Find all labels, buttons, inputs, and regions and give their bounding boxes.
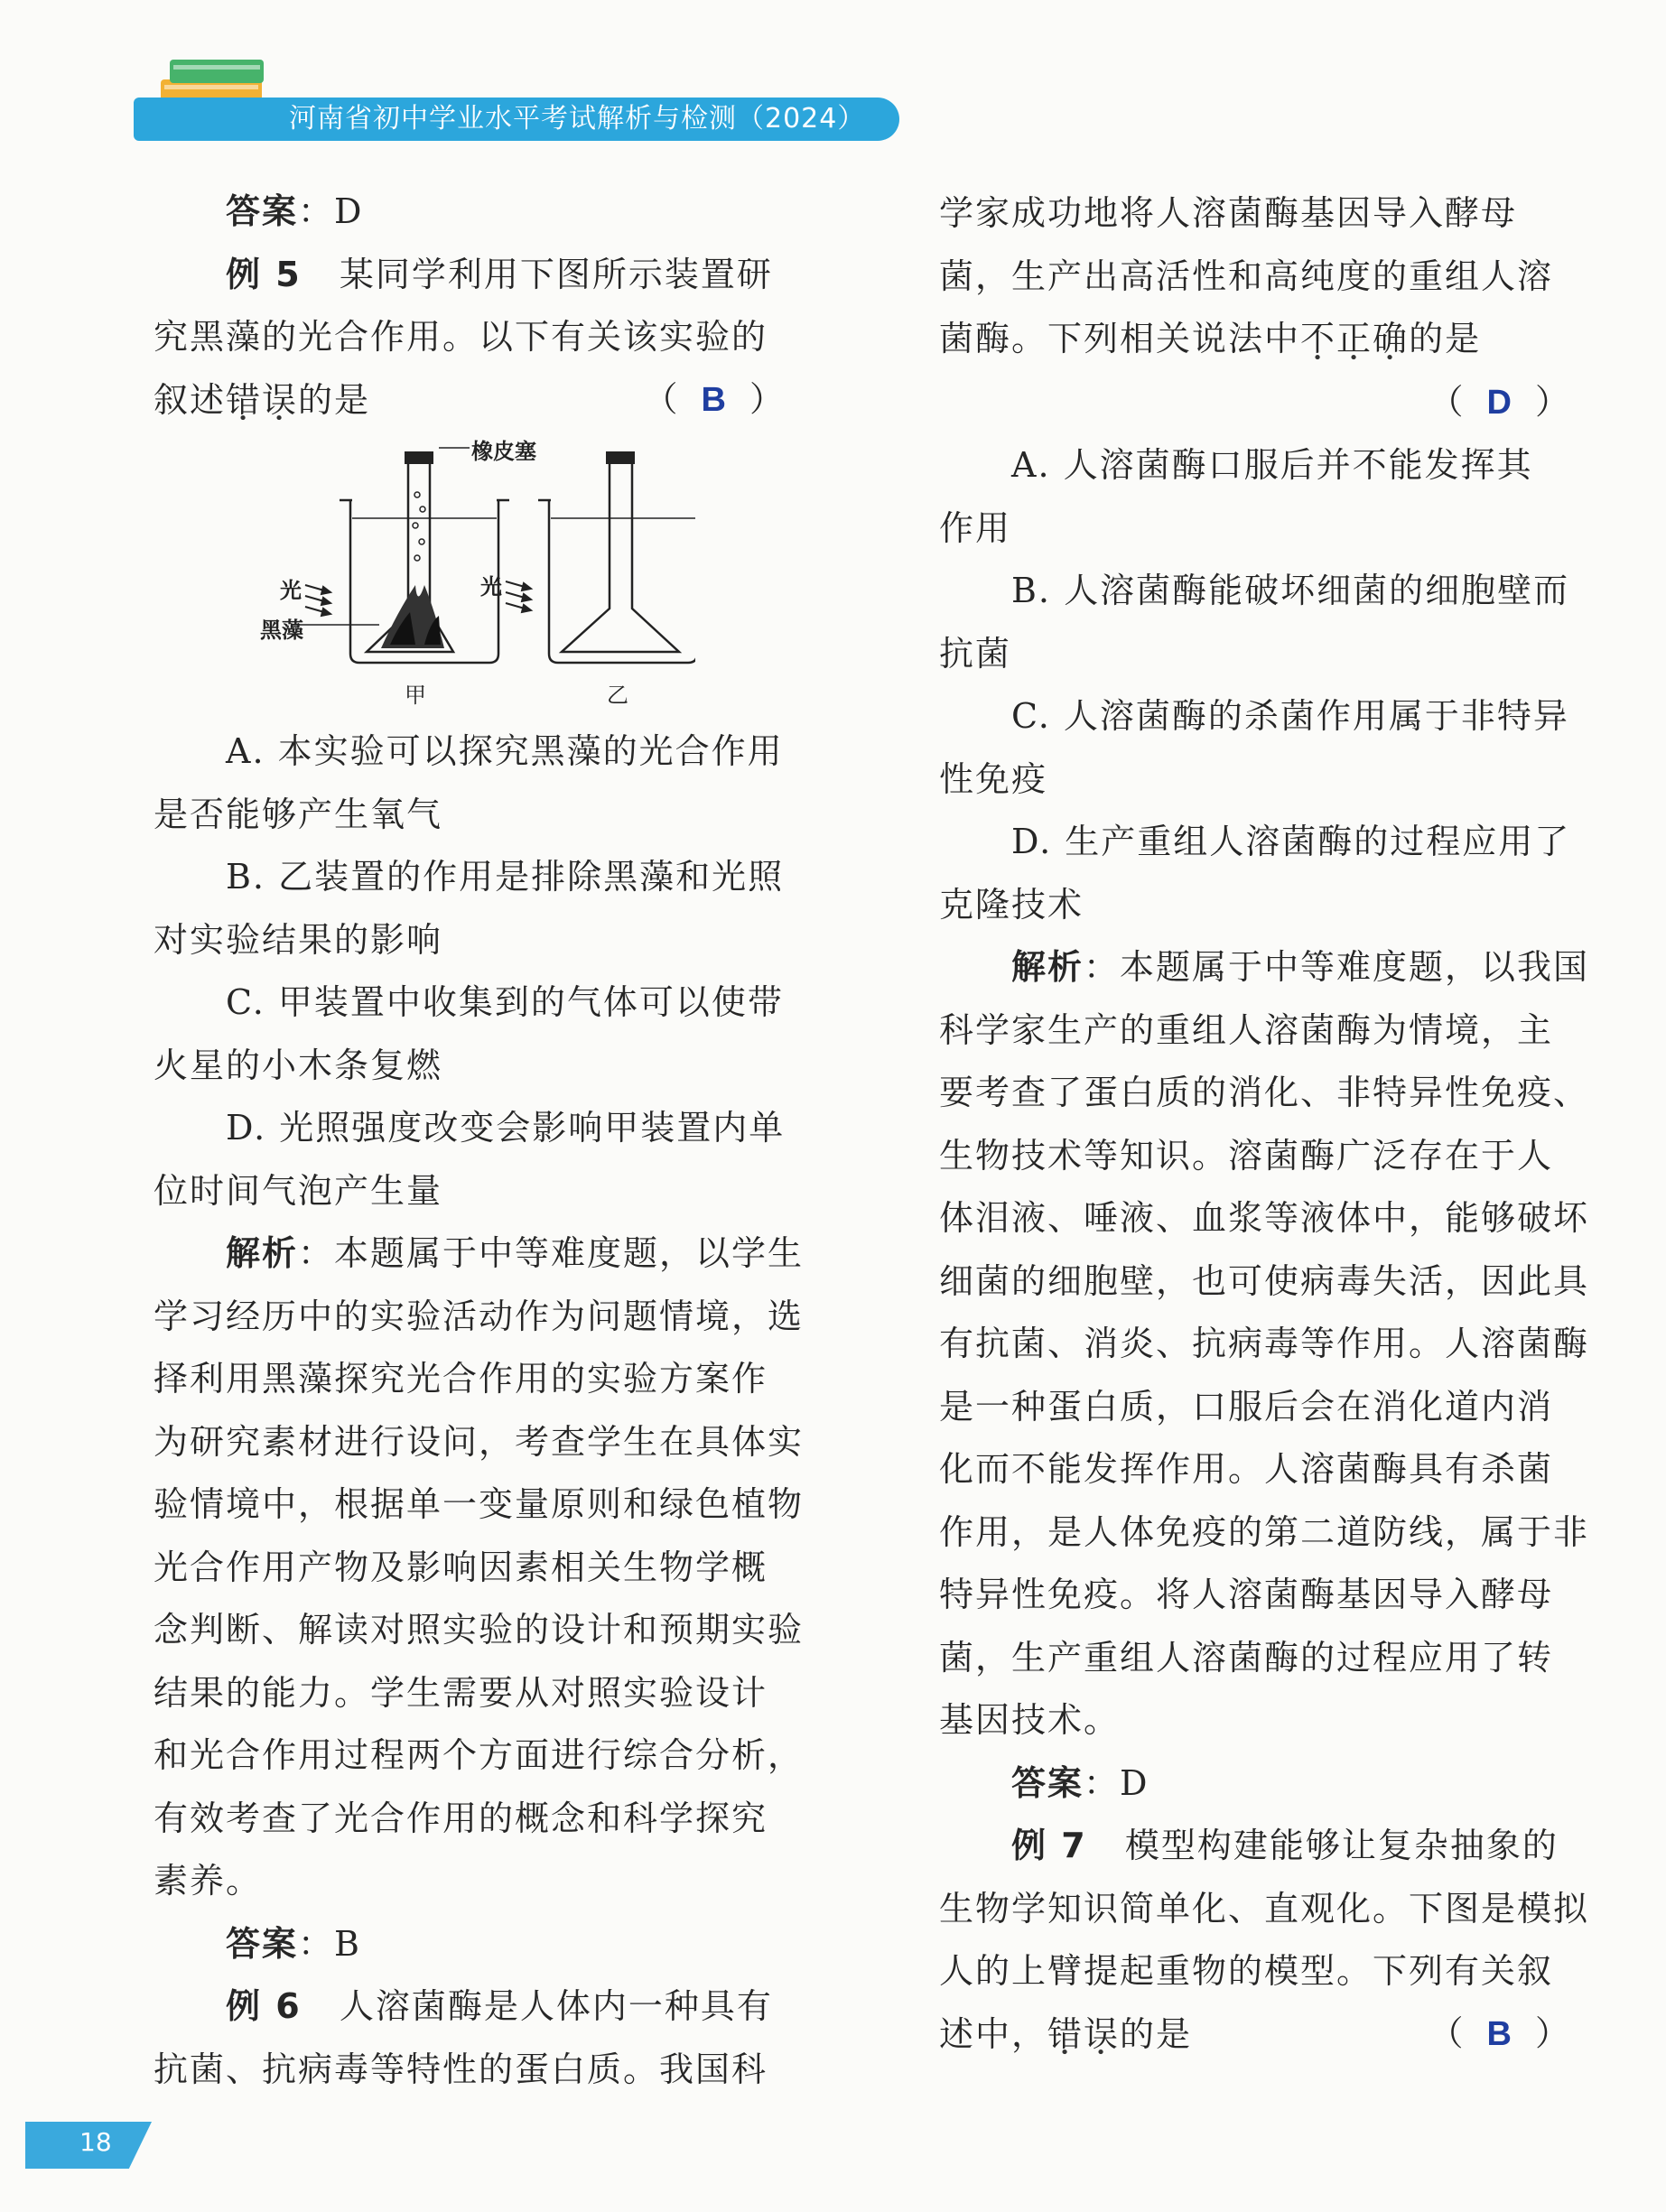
analysis-line: 和光合作用过程两个方面进行综合分析， — [154, 1735, 805, 1775]
example-6-question: 菌酶。下列相关说法中不正确的是 — [939, 319, 1482, 358]
light-label: 光 — [480, 574, 502, 599]
left-column — [154, 181, 805, 2101]
answer-letter: B — [701, 380, 728, 419]
analysis-line: 作用，是人体免疫的第二道防线，属于非 — [939, 1511, 1590, 1552]
analysis-line: 学习经历中的实验活动作为问题情境，选 — [154, 1296, 805, 1336]
option-c-cont: 性免疫 — [939, 758, 1048, 799]
analysis-heading: 解析：本题属于中等难度题，以学生 — [226, 1233, 805, 1273]
example-5-question: 叙述错误的是 （ B ） — [154, 369, 786, 432]
analysis-line: 有效考查了光合作用的概念和科学探究 — [154, 1798, 768, 1838]
analysis-line: 有抗菌、消炎、抗病毒等作用。人溶菌酶 — [939, 1324, 1590, 1363]
answer-6: 答案：D — [1011, 1762, 1149, 1803]
example-label: 例 6 — [226, 1986, 302, 2026]
option-d: D. 光照强度改变会影响甲装置内单 — [226, 1108, 786, 1148]
option-d-cont: 克隆技术 — [939, 884, 1084, 925]
example-5-line: 究黑藻的光合作用。以下有关该实验的 — [154, 317, 768, 357]
option-d: D. 生产重组人溶菌酶的过程应用了 — [1011, 822, 1571, 861]
analysis-line: 素养。 — [154, 1861, 263, 1901]
analysis-line: 为研究素材进行设问，考查学生在具体实 — [154, 1421, 805, 1462]
option-b: B. 乙装置的作用是排除黑藻和光照 — [226, 857, 785, 897]
option-c: C. 人溶菌酶的杀菌作用属于非特异 — [1011, 696, 1569, 736]
answer-bracket: （ B ） — [643, 380, 786, 419]
header-title: 河南省初中学业水平考试解析与检测（2024） — [289, 103, 866, 135]
option-a: A. 人溶菌酶口服后并不能发挥其 — [1011, 445, 1533, 485]
light-label: 光 — [280, 578, 302, 603]
example-label: 例 7 — [1011, 1826, 1087, 1865]
option-a: A. 本实验可以探究黑藻的光合作用 — [226, 731, 784, 771]
analysis-line: 念判断、解读对照实验的设计和预期实验 — [154, 1610, 805, 1650]
analysis-line: 生物技术等知识。溶菌酶广泛存在于人 — [939, 1135, 1554, 1176]
caption-yi: 乙 — [607, 683, 628, 708]
option-b-cont: 抗菌 — [939, 633, 1012, 674]
analysis-line: 特异性免疫。将人溶菌酶基因导入酵母 — [939, 1575, 1554, 1614]
option-c-cont: 火星的小木条复燃 — [154, 1045, 443, 1085]
experiment-figure — [154, 432, 695, 720]
analysis-line: 化而不能发挥作用。人溶菌酶具有杀菌 — [939, 1449, 1554, 1489]
example-6-stem: 例 6 人溶菌酶是人体内一种具有 — [226, 1986, 773, 2026]
analysis-line: 结果的能力。学生需要从对照实验设计 — [154, 1672, 768, 1713]
option-b: B. 人溶菌酶能破坏细菌的细胞壁而 — [1011, 571, 1570, 610]
analysis-line: 菌，生产重组人溶菌酶的过程应用了转 — [939, 1637, 1554, 1678]
algae-label: 黑藻 — [260, 618, 303, 643]
example-label: 例 5 — [226, 254, 302, 294]
example-5-stem: 例 5 某同学利用下图所示装置研 — [226, 254, 773, 294]
example-7-stem: 例 7 模型构建能够让复杂抽象的 — [1011, 1826, 1559, 1865]
option-d-cont: 位时间气泡产生量 — [154, 1170, 443, 1211]
example-6-line: 菌，生产出高活性和高纯度的重组人溶 — [939, 256, 1554, 296]
answer-letter: B — [1486, 2014, 1513, 2053]
analysis-line: 要考查了蛋白质的消化、非特异性免疫、 — [939, 1073, 1590, 1112]
example-7-question: 述中，错误的是 （ B ） — [939, 2003, 1571, 2067]
analysis-line: 是一种蛋白质，口服后会在消化道内消 — [939, 1386, 1554, 1427]
example-7-line: 生物学知识简单化、直观化。下图是模拟 — [939, 1888, 1590, 1929]
example-6-line: 学家成功地将人溶菌酶基因导入酵母 — [939, 193, 1518, 233]
analysis-line: 择利用黑藻探究光合作用的实验方案作 — [154, 1359, 768, 1399]
stopper-label: 橡皮塞 — [471, 439, 536, 464]
answer-letter: D — [1486, 383, 1513, 422]
analysis-line: 验情境中，根据单一变量原则和绿色植物 — [154, 1484, 805, 1524]
prev-answer: 答案：D — [226, 191, 364, 231]
answer-bracket: （ D ） — [1429, 381, 1571, 422]
option-b-cont: 对实验结果的影响 — [154, 919, 443, 960]
analysis-line: 细菌的细胞壁，也可使病毒失活，因此具 — [939, 1260, 1590, 1301]
caption-jia: 甲 — [405, 683, 426, 708]
option-c: C. 甲装置中收集到的气体可以使带 — [226, 982, 784, 1022]
page-number: 18 — [79, 2127, 112, 2157]
analysis-line: 体泪液、唾液、血浆等液体中，能够破坏 — [939, 1198, 1590, 1238]
answer-bracket: （ B ） — [1429, 2014, 1571, 2053]
example-6-line: 抗菌、抗病毒等特性的蛋白质。我国科 — [154, 2049, 768, 2089]
option-a-cont: 是否能够产生氧气 — [154, 794, 443, 834]
analysis-line: 基因技术。 — [939, 1700, 1121, 1740]
example-7-line: 人的上臂提起重物的模型。下列有关叙 — [939, 1951, 1554, 1991]
right-column — [939, 182, 1590, 2066]
option-a-cont: 作用 — [939, 507, 1012, 548]
analysis-line: 科学家生产的重组人溶菌酶为情境，主 — [939, 1009, 1554, 1050]
analysis-line: 光合作用产物及影响因素相关生物学概 — [154, 1547, 768, 1587]
answer-5: 答案：B — [226, 1923, 361, 1964]
analysis-heading: 解析：本题属于中等难度题，以我国 — [1011, 947, 1590, 987]
